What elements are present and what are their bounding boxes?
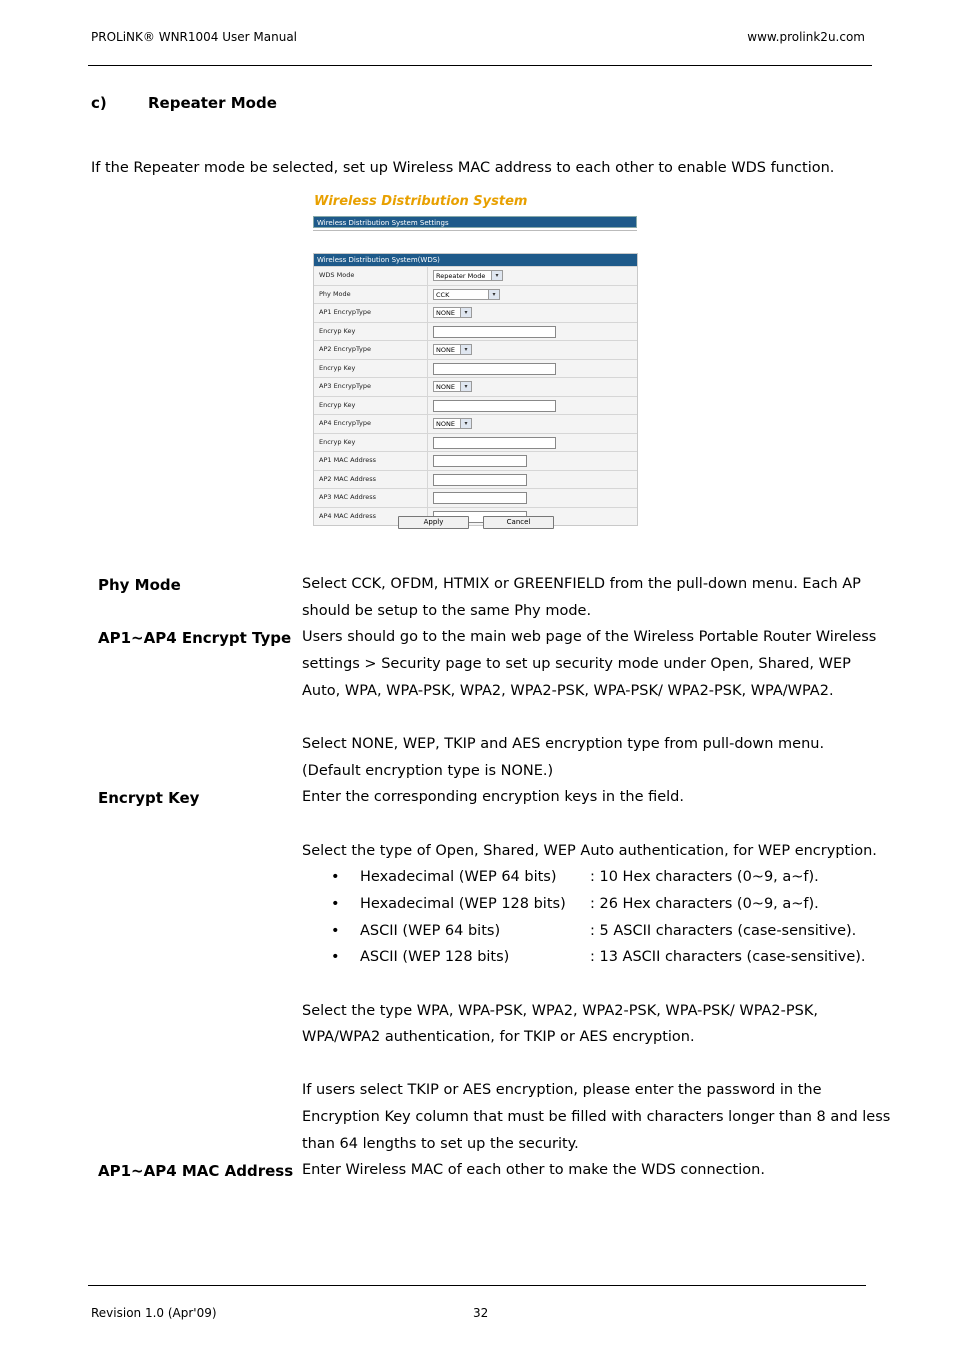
- section-title: Repeater Mode: [148, 94, 277, 112]
- bullet-desc: : 26 Hex characters (0~9, a~f).: [590, 896, 819, 912]
- ap4-key-input[interactable]: [433, 437, 556, 449]
- encrypt-type-desc-2: settings > Security page to set up security mode under Open, Shared, WEP: [302, 656, 851, 672]
- row-ap1-mac: [314, 451, 637, 470]
- phy-mode-desc-1: Select CCK, OFDM, HTMIX or GREENFIELD from the pull-down menu. Each AP: [302, 576, 861, 592]
- row-label: Phy Mode: [314, 286, 428, 304]
- settings-divider: [313, 230, 637, 231]
- row-ap4-key: [314, 433, 637, 452]
- settings-bar: Wireless Distribution System Settings: [313, 216, 637, 228]
- header-website: www.prolink2u.com: [747, 30, 865, 44]
- row-ap3-encryptype: [314, 377, 637, 396]
- encrypt-key-desc-7: than 64 lengths to set up the security.: [302, 1136, 579, 1152]
- bullet-name: ASCII (WEP 64 bits): [360, 923, 501, 939]
- chevron-down-icon: ▾: [460, 345, 471, 354]
- bullet-desc: : 5 ASCII characters (case-sensitive).: [590, 923, 857, 939]
- wds-settings-figure: [313, 194, 639, 534]
- bullet-icon: •: [331, 896, 340, 912]
- row-label: WDS Mode: [314, 267, 428, 285]
- chevron-down-icon: ▾: [460, 419, 471, 428]
- wds-table-header: Wireless Distribution System(WDS): [314, 254, 637, 266]
- row-label: AP1 MAC Address: [314, 452, 428, 470]
- bullet-icon: •: [331, 923, 340, 939]
- row-ap2-key: [314, 359, 637, 378]
- bullet-icon: •: [331, 869, 340, 885]
- section-number: c): [91, 94, 107, 112]
- bullet-name: ASCII (WEP 128 bits): [360, 949, 510, 965]
- footer-revision: Revision 1.0 (Apr'09): [91, 1306, 217, 1320]
- row-ap1-key: [314, 322, 637, 341]
- row-label: AP4 EncrypType: [314, 415, 428, 433]
- encrypt-key-desc-1: Enter the corresponding encryption keys in the field.: [302, 789, 684, 805]
- term-phy-mode: Phy Mode: [98, 576, 181, 594]
- encrypt-key-desc-2: Select the type of Open, Shared, WEP Auto authentication, for WEP encryption.: [302, 843, 877, 859]
- figure-title: Wireless Distribution System: [314, 194, 528, 209]
- row-ap3-key: [314, 396, 637, 415]
- footer-divider: [88, 1285, 866, 1286]
- chevron-down-icon: ▾: [491, 271, 502, 280]
- ap2-key-input[interactable]: [433, 363, 556, 375]
- encrypt-type-desc-3: Auto, WPA, WPA-PSK, WPA2, WPA2-PSK, WPA-PSK/ WPA2-PSK, WPA/WPA2.: [302, 683, 834, 699]
- row-ap3-mac: [314, 488, 637, 507]
- mac-address-desc-1: Enter Wireless MAC of each other to make the WDS connection.: [302, 1162, 765, 1178]
- row-label: AP4 MAC Address: [314, 508, 428, 526]
- row-label: Encryp Key: [314, 434, 428, 452]
- bullet-name: Hexadecimal (WEP 64 bits): [360, 869, 557, 885]
- ap1-mac-input[interactable]: [433, 455, 527, 467]
- encrypt-key-desc-6: Encryption Key column that must be filled with characters longer than 8 and less: [302, 1109, 891, 1125]
- row-label: Encryp Key: [314, 323, 428, 341]
- row-label: AP3 MAC Address: [314, 489, 428, 507]
- ap3-mac-input[interactable]: [433, 492, 527, 504]
- phy-mode-select[interactable]: CCK ▾: [433, 289, 500, 300]
- ap2-mac-input[interactable]: [433, 474, 527, 486]
- encrypt-type-desc-5: (Default encryption type is NONE.): [302, 763, 554, 779]
- row-ap4-mac: [314, 507, 637, 526]
- encrypt-key-desc-4: WPA/WPA2 authentication, for TKIP or AES encryption.: [302, 1029, 695, 1045]
- row-label: AP1 EncrypType: [314, 304, 428, 322]
- row-label: Encryp Key: [314, 360, 428, 378]
- ap1-key-input[interactable]: [433, 326, 556, 338]
- bullet-icon: •: [331, 949, 340, 965]
- chevron-down-icon: ▾: [460, 382, 471, 391]
- bullet-name: Hexadecimal (WEP 128 bits): [360, 896, 566, 912]
- chevron-down-icon: ▾: [488, 290, 499, 299]
- ap4-encryptype-select[interactable]: NONE ▾: [433, 418, 472, 429]
- encrypt-type-desc-4: Select NONE, WEP, TKIP and AES encryption type from pull-down menu.: [302, 736, 825, 752]
- intro-paragraph: If the Repeater mode be selected, set up Wireless MAC address to each other to enable WDS function.: [91, 160, 835, 176]
- encrypt-key-desc-3: Select the type WPA, WPA-PSK, WPA2, WPA2-PSK, WPA-PSK/ WPA2-PSK,: [302, 1003, 818, 1019]
- encrypt-type-desc-1: Users should go to the main web page of the Wireless Portable Router Wireless: [302, 629, 877, 645]
- cancel-button[interactable]: Cancel: [483, 516, 554, 529]
- page-number: 32: [473, 1306, 489, 1320]
- encrypt-key-desc-5: If users select TKIP or AES encryption, please enter the password in the: [302, 1082, 822, 1098]
- term-encrypt-key: Encrypt Key: [98, 789, 200, 807]
- ap3-key-input[interactable]: [433, 400, 556, 412]
- row-label: AP2 EncrypType: [314, 341, 428, 359]
- row-wds-mode: [314, 266, 637, 285]
- wds-mode-select[interactable]: Repeater Mode ▾: [433, 270, 503, 281]
- row-ap2-mac: [314, 470, 637, 489]
- row-phy-mode: [314, 285, 637, 304]
- bullet-desc: : 10 Hex characters (0~9, a~f).: [590, 869, 819, 885]
- header-divider: [88, 65, 872, 66]
- ap2-encryptype-select[interactable]: NONE ▾: [433, 344, 472, 355]
- bullet-desc: : 13 ASCII characters (case-sensitive).: [590, 949, 866, 965]
- row-label: Encryp Key: [314, 397, 428, 415]
- ap1-encryptype-select[interactable]: NONE ▾: [433, 307, 472, 318]
- phy-mode-desc-2: should be setup to the same Phy mode.: [302, 603, 592, 619]
- header-title: PROLiNK® WNR1004 User Manual: [91, 30, 298, 44]
- row-ap4-encryptype: [314, 414, 637, 433]
- ap3-encryptype-select[interactable]: NONE ▾: [433, 381, 472, 392]
- term-encrypt-type: AP1~AP4 Encrypt Type: [98, 629, 292, 647]
- row-label: AP3 EncrypType: [314, 378, 428, 396]
- row-ap2-encryptype: [314, 340, 637, 359]
- wds-table: [313, 253, 638, 526]
- term-mac-address: AP1~AP4 MAC Address: [98, 1162, 294, 1180]
- chevron-down-icon: ▾: [460, 308, 471, 317]
- row-ap1-encryptype: [314, 303, 637, 322]
- row-label: AP2 MAC Address: [314, 471, 428, 489]
- apply-button[interactable]: Apply: [398, 516, 469, 529]
